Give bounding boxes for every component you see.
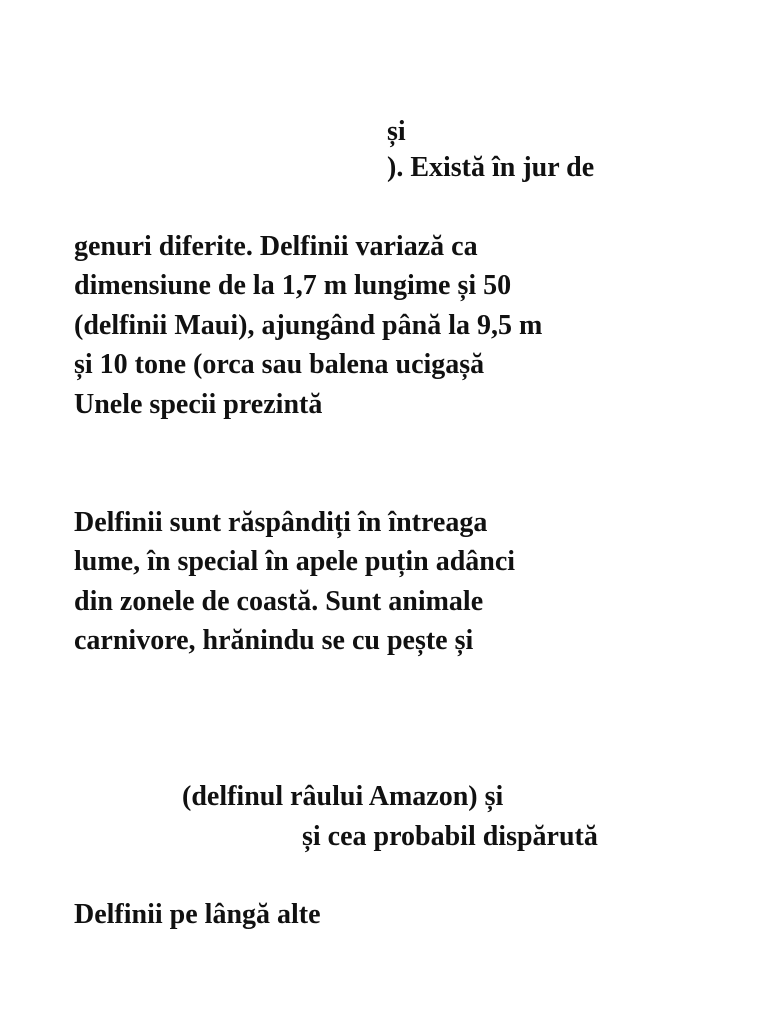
text-line-3: genuri diferite. Delfinii variază ca [74, 231, 478, 262]
text-line-1: și [387, 116, 406, 147]
text-line-10: din zonele de coastă. Sunt animale [74, 586, 484, 617]
text-line-6: și 10 tone (orca sau balena ucigașă [74, 349, 485, 380]
text-line-5: (delfinii Maui), ajungând până la 9,5 m [74, 310, 543, 341]
text-line-9: lume, în special în apele puțin adânci [74, 546, 516, 577]
text-line-2: ). Există în jur de [387, 152, 595, 183]
text-line-12: (delfinul râului Amazon) și [182, 781, 504, 812]
text-line-7: Unele specii prezintă [74, 389, 323, 420]
text-line-11: carnivore, hrănindu se cu pește și [74, 625, 474, 656]
text-line-13: și cea probabil dispărută [302, 821, 598, 852]
text-line-4: dimensiune de la 1,7 m lungime și 50 [74, 270, 512, 301]
text-line-8: Delfinii sunt răspândiți în întreaga [74, 507, 488, 538]
text-line-14: Delfinii pe lângă alte [74, 899, 321, 930]
